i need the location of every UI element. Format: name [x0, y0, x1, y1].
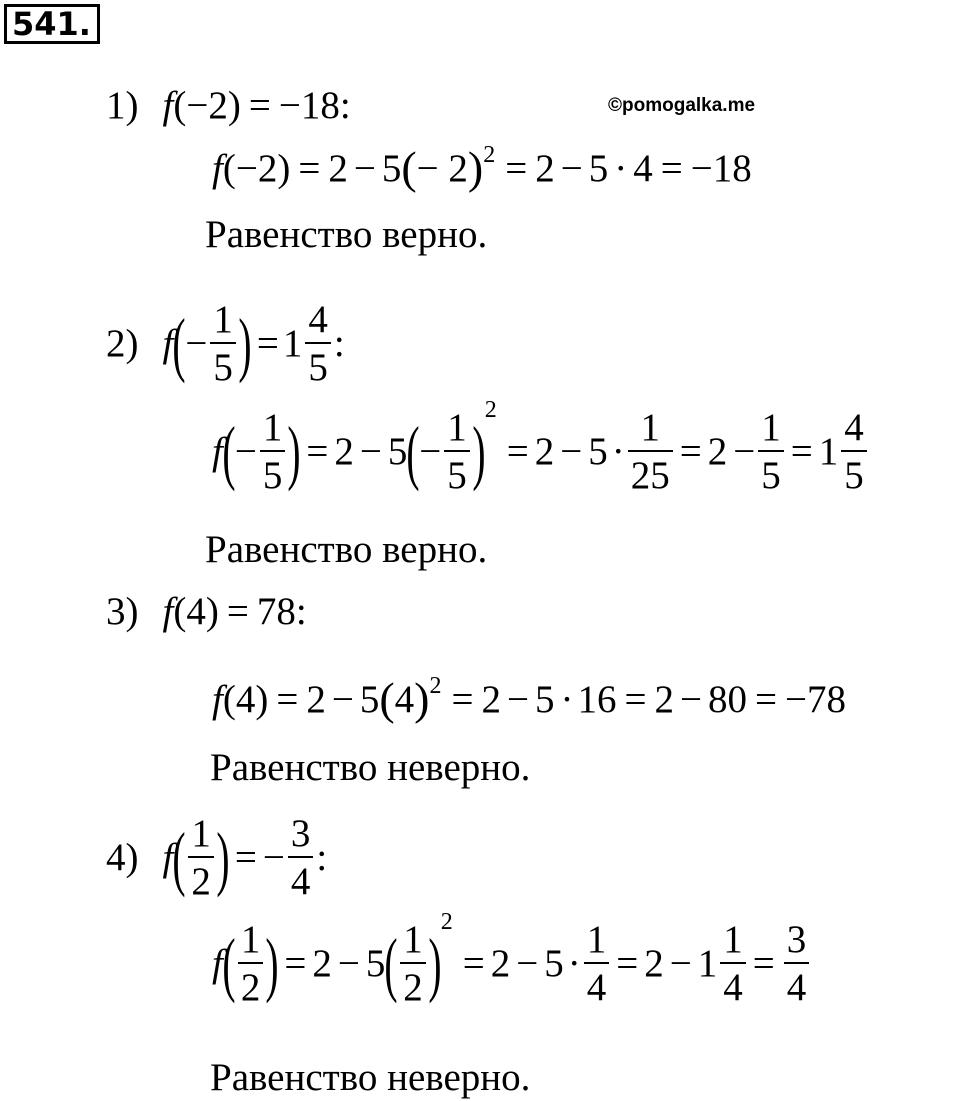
- fraction: $\frac{1}{4}$: [584, 920, 610, 1007]
- fraction: $\frac{4}{5}$: [841, 408, 867, 495]
- fraction: $\frac{1}{5}$: [444, 408, 470, 495]
- item-2-claim: 2) f ( − $\frac{1}{5}$ ) = 1 $\frac{4}{5}$ :: [106, 298, 345, 389]
- fraction: $\frac{1}{5}$: [758, 408, 784, 495]
- item-label: 4): [106, 836, 139, 879]
- item-4-verdict: Равенство неверно.: [210, 1056, 531, 1099]
- fraction: $\frac{1}{5}$: [210, 300, 236, 387]
- item-3-claim: 3) f ( 4 ) = 78 :: [106, 590, 307, 633]
- fraction: $\frac{1}{2}$: [238, 920, 264, 1007]
- fraction: $\frac{4}{5}$: [305, 300, 331, 387]
- item-2-verdict: Равенство верно.: [205, 528, 488, 571]
- item-2-work: f ( − $\frac{1}{5}$ ) = 2 − 5 ( − $\frac{1}{5}$ ) 2 = 2 − 5 · $\frac{1}{25}$ = 2 − $\frac{1}{5}$ = 1 $\frac{4}{5}$: [212, 408, 870, 495]
- fraction: $\frac{1}{2}$: [188, 814, 214, 901]
- fraction: $\frac{1}{5}$: [260, 408, 286, 495]
- fraction: $\frac{3}{4}$: [784, 920, 810, 1007]
- fraction: $\frac{1}{2}$: [400, 920, 426, 1007]
- item-3-work: f ( 4 ) = 2 − 5 ( 4 ) 2 = 2 − 5 · 16 = 2 − 80 = −78: [212, 673, 846, 724]
- item-label: 2): [106, 322, 139, 365]
- item-label: 3): [106, 590, 139, 633]
- item-1-claim: 1) f ( −2 ) = −18 :: [106, 84, 351, 127]
- item-label: 1): [106, 84, 139, 127]
- fraction: $\frac{1}{4}$: [720, 920, 746, 1007]
- item-3-verdict: Равенство неверно.: [210, 746, 531, 789]
- item-1-work: f ( −2 ) = 2 − 5 ( − 2 ) 2 = 2 − 5 · 4 = −18: [212, 142, 752, 193]
- fraction: $\frac{3}{4}$: [288, 814, 314, 901]
- item-1-verdict: Равенство верно.: [205, 213, 488, 256]
- fraction: $\frac{1}{25}$: [628, 408, 673, 495]
- problem-number: 541.: [4, 4, 100, 44]
- item-4-claim: 4) f ( $\frac{1}{2}$ ) = − $\frac{3}{4}$ :: [106, 812, 328, 903]
- item-4-work: f ( $\frac{1}{2}$ ) = 2 − 5 ( $\frac{1}{2}$ ) 2 = 2 − 5 · $\frac{1}{4}$ = 2 − 1 $\frac{1}{4}$ = $\frac{3}{4}$: [212, 920, 812, 1007]
- watermark: ©pomogalka.me: [608, 95, 756, 116]
